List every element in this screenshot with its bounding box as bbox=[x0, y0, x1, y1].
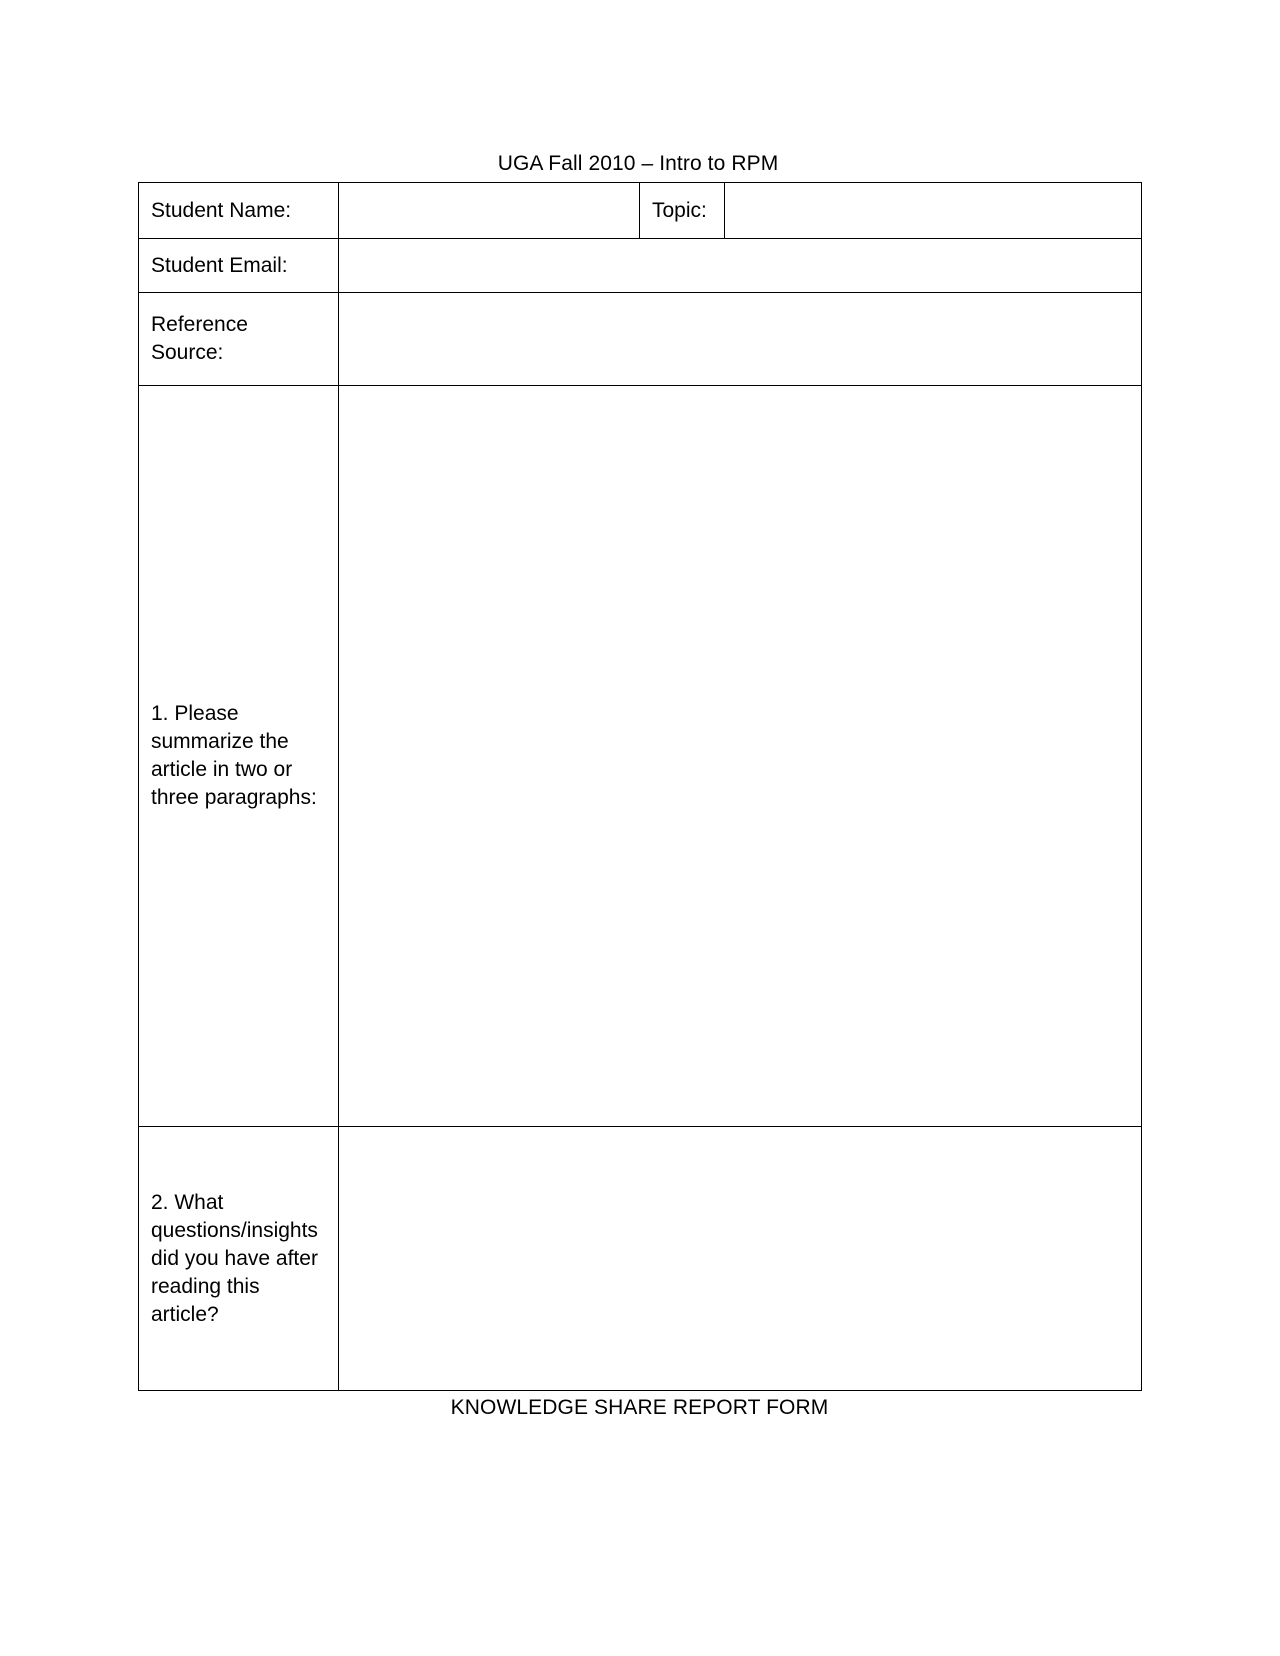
document-title: UGA Fall 2010 – Intro to RPM bbox=[497, 152, 779, 175]
student-name-field[interactable] bbox=[339, 183, 640, 239]
question-1-label: 1. Please summarize the article in two or three paragraphs: bbox=[139, 386, 339, 1127]
student-name-label: Student Name: bbox=[139, 183, 339, 239]
student-email-label: Student Email: bbox=[139, 239, 339, 293]
reference-source-row bbox=[139, 293, 1142, 386]
question-1-answer-field[interactable] bbox=[339, 386, 1142, 1127]
question-2-answer-field[interactable] bbox=[339, 1127, 1142, 1391]
document-footer: KNOWLEDGE SHARE REPORT FORM bbox=[450, 1396, 829, 1419]
student-name-row bbox=[139, 183, 1142, 239]
student-email-row bbox=[139, 239, 1142, 293]
reference-source-field[interactable] bbox=[339, 293, 1142, 386]
question-2-row bbox=[139, 1127, 1142, 1391]
question-2-label: 2. What questions/insights did you have after reading this article? bbox=[139, 1127, 339, 1391]
topic-field[interactable] bbox=[725, 183, 1142, 239]
report-form-table bbox=[138, 182, 1142, 1391]
topic-label: Topic: bbox=[640, 183, 725, 239]
student-email-field[interactable] bbox=[339, 239, 1142, 293]
reference-source-label: Reference Source: bbox=[139, 293, 339, 386]
question-1-row bbox=[139, 386, 1142, 1127]
